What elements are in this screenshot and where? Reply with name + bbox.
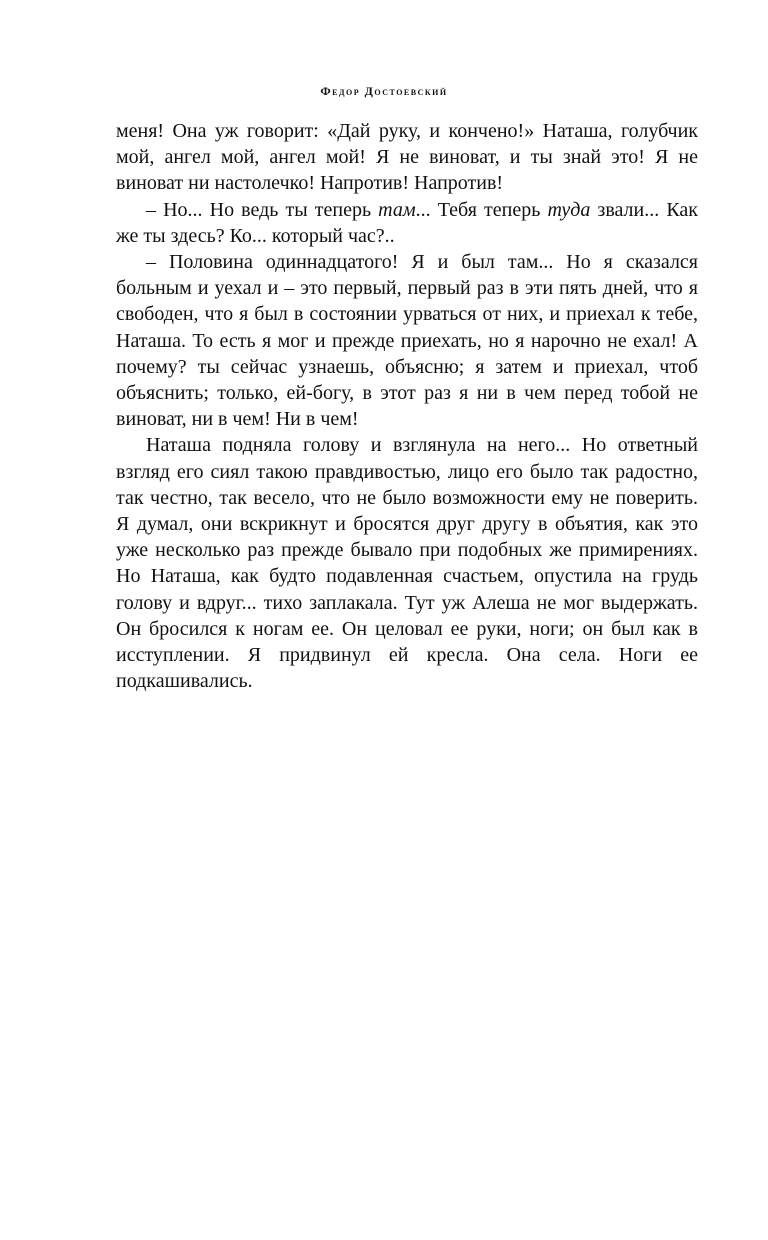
body-text	[116, 118, 698, 694]
running-header: Федор Достоевский	[320, 84, 448, 98]
dialogue-text-part: – Но... Но ведь ты теперь	[146, 198, 379, 221]
italic-word: туда	[547, 198, 591, 221]
paragraph-continued: меня! Она уж говорит: «Дай руку, и кончено!» Наташа, голубчик мой, ангел мой, ангел мой! Я не виноват, и ты знай это! Я не виноват ни настолечко! Напротив! Напротив!	[116, 120, 698, 195]
paragraph-dialogue-alesha: – Половина одиннадцатого! Я и был там... Но я сказался больным и уехал и – это первый, первый раз в эти пять дней, что я свободен, что я был в состоянии урваться от них, и приехал к тебе, Наташа. То есть я мог и прежде приехать, но я нарочно не ехал! А почему? ты сейчас узнаешь, объясню; я затем и приехал, чтоб объяснить; только, ей-богу, в этот раз я ни в чем перед тобой не виноват, ни в чем! Ни в чем!	[116, 251, 698, 431]
paragraph-dialogue-natasha	[116, 197, 698, 249]
dialogue-text-part: звали... Как же ты здесь? Ко... который час?..	[116, 198, 698, 247]
paragraph-narration: Наташа подняла голову и взглянула на него... Но ответный взгляд его сиял такою правдивостью, лицо его было так радостно, так честно, так весело, что не было возможности ему не поверить. Я думал, они вскрикнут и бросятся друг другу в объятия, как это уже несколько раз прежде бывало при подобных же примирениях. Но Наташа, как будто подавленная счастьем, опустила на грудь голову и вдруг... тихо заплакала. Тут уж Алеша не мог выдержать. Он бросился к ногам ее. Он целовал ее руки, ноги; он был как в исступлении. Я придвинул ей кресла. Она села. Ноги ее подкашивались.	[116, 434, 698, 693]
italic-word: там	[378, 198, 416, 221]
dialogue-text-part: ... Тебя теперь	[415, 198, 548, 221]
